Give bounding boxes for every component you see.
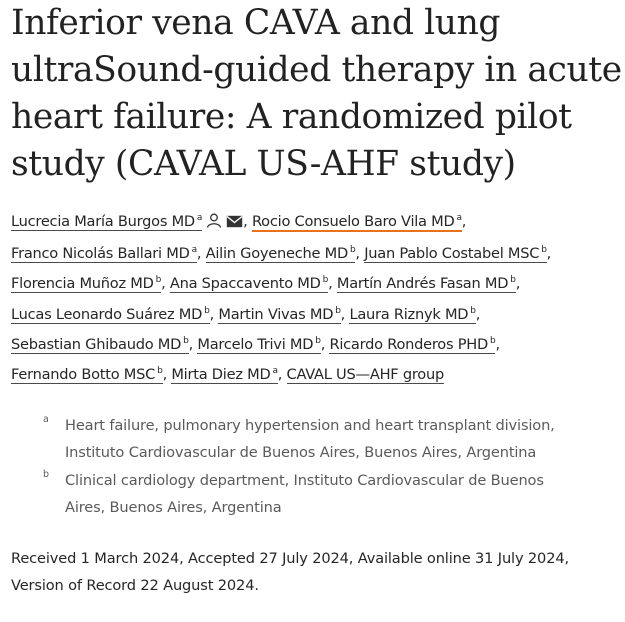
author-link[interactable]: Fernando Botto MSC $^b$ (11, 366, 163, 384)
title-line: heart failure: A randomized pilot (11, 97, 572, 137)
author-line: Fernando Botto MSC $^b$, Mirta Diez MD $^a$, CAVAL US—AHF group (11, 366, 444, 384)
title-line: study (CAVAL US-AHF study) (11, 144, 516, 184)
affiliation-marker: b (315, 335, 321, 346)
affiliation-marker: b (335, 305, 341, 316)
author-link[interactable]: Franco Nicolás Ballari MD $^a$ (11, 245, 197, 263)
affiliation-text: Clinical cardiology department, Instituto Cardiovascular de Buenos (65, 471, 544, 489)
author-link[interactable]: Ricardo Ronderos PHD $^b$ (329, 335, 496, 353)
affiliation-text: Instituto Cardiovascular de Buenos Aires, Buenos Aires, Argentina (65, 444, 537, 462)
affiliation-text: Heart failure, pulmonary hypertension and heart transplant division, (65, 417, 555, 435)
author-link[interactable]: Ana Spaccavento MD $^b$ (169, 275, 329, 293)
affiliation-marker: a (196, 213, 203, 223)
affiliation-list (43, 412, 617, 521)
author-link[interactable]: Mirta Diez MD $^a$ (171, 366, 278, 384)
dates-text: Version of Record 22 August 2024. (11, 577, 259, 595)
title-line: Inferior vena CAVA and lung (11, 3, 501, 43)
author-link[interactable]: Lucas Leonardo Suárez MD $^b$ (11, 305, 210, 323)
author-link[interactable]: Martin Vivas MD $^b$ (218, 305, 341, 323)
affiliation-marker: a (272, 366, 278, 377)
affiliation-marker: b (510, 275, 516, 286)
affiliation-marker: b (349, 245, 356, 256)
person-icon[interactable] (206, 210, 222, 237)
author-line: Sebastian Ghibaudo MD $^b$, Marcelo Trivi MD $^b$, Ricardo Ronderos PHD $^b$, (11, 335, 500, 353)
affiliation-label: a (43, 414, 49, 426)
affiliation-marker: a (191, 245, 197, 256)
affiliation-marker: b (489, 335, 496, 346)
affiliation-marker: b (322, 275, 329, 286)
affiliation-marker: b (155, 275, 162, 286)
article-title (11, 0, 622, 188)
author-link[interactable]: Laura Riznyk MD $^b$ (349, 305, 476, 323)
affiliation-item (43, 412, 617, 466)
author-link[interactable]: Florencia Muñoz MD $^b$ (11, 275, 162, 293)
affiliation-item (43, 467, 617, 521)
envelope-icon[interactable] (226, 210, 243, 237)
affiliation-marker: a (456, 213, 462, 223)
author-line: Franco Nicolás Ballari MD $^a$, Ailin Goyeneche MD $^b$, Juan Pablo Costabel MSC $^b$, (11, 245, 552, 263)
author-link[interactable]: Ailin Goyeneche MD $^b$ (205, 245, 356, 263)
dates-text: Received 1 March 2024, Accepted 27 July 2024, Available online 31 July 2024, (11, 550, 569, 568)
author-link[interactable]: Sebastian Ghibaudo MD $^b$ (11, 335, 189, 353)
affiliation-marker: b (541, 245, 547, 256)
affiliation-marker: b (157, 366, 163, 377)
author-link[interactable]: Marcelo Trivi MD $^b$ (197, 335, 321, 353)
affiliation-marker: b (470, 305, 476, 316)
author-link[interactable]: Rocio Consuelo Baro Vila MD $^a$ (251, 213, 462, 230)
author-link[interactable]: Lucrecia María Burgos MD $^a$ (11, 213, 203, 230)
publication-dates (11, 545, 617, 599)
author-link[interactable]: Martín Andrés Fasan MD $^b$ (336, 275, 516, 293)
author-line: Lucrecia María Burgos MD $^a$ , Rocio Consuelo Baro Vila MD $^a$, (11, 205, 617, 237)
author-line: Lucas Leonardo Suárez MD $^b$, Martin Vivas MD $^b$, Laura Riznyk MD $^b$, (11, 305, 481, 323)
affiliation-marker: b (183, 335, 189, 346)
affiliation-marker: b (204, 305, 210, 316)
author-link[interactable]: Juan Pablo Costabel MSC $^b$ (364, 245, 547, 263)
author-line: Florencia Muñoz MD $^b$, Ana Spaccavento MD $^b$, Martín Andrés Fasan MD $^b$, (11, 275, 521, 293)
author-list (11, 205, 617, 388)
group-author-link[interactable]: CAVAL US—AHF group (286, 366, 444, 384)
affiliation-label: b (43, 468, 49, 480)
affiliation-text: Aires, Buenos Aires, Argentina (65, 498, 282, 516)
title-line: ultraSound-guided therapy in acute (11, 50, 622, 90)
